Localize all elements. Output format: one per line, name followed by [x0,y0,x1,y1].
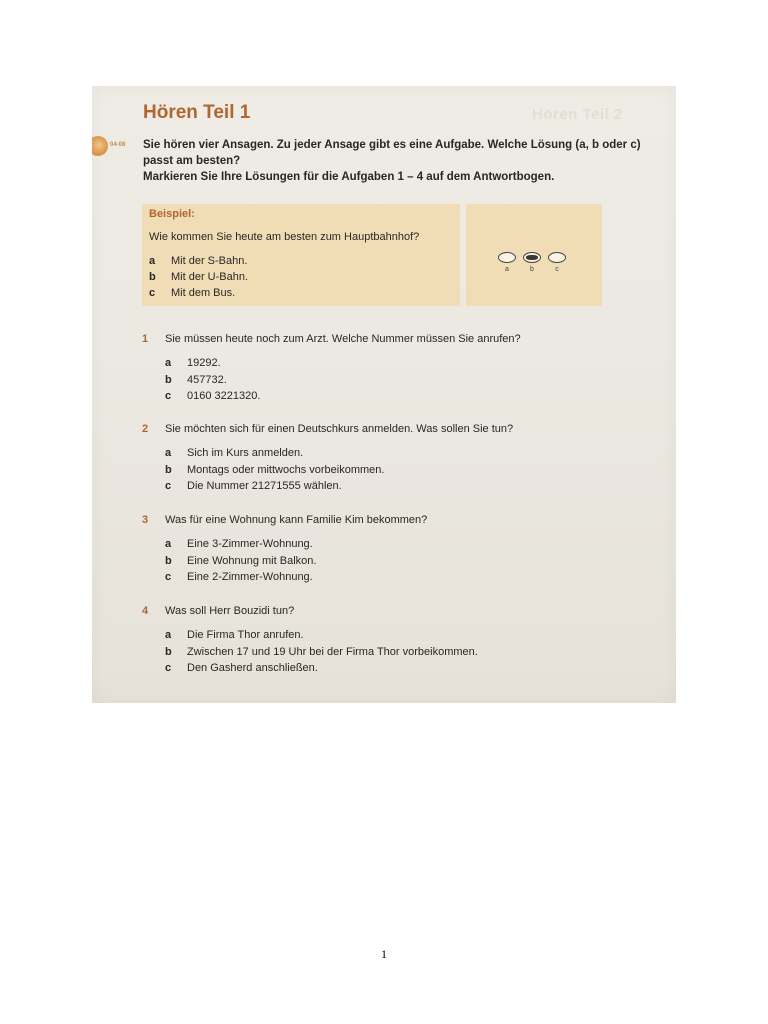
task-question: Was soll Herr Bouzidi tun? [165,605,295,617]
option-text: Montags oder mittwochs vorbeikommen. [187,463,385,476]
option-letter: a [149,255,156,267]
task-1 [142,331,642,405]
task-option-a [165,355,642,372]
task-question: Was für eine Wohnung kann Familie Kim bekommen? [165,514,428,526]
task-option-b [165,372,642,389]
task-question: Sie müssen heute noch zum Arzt. Welche Nummer müssen Sie anrufen? [165,333,521,345]
option-letter: a [165,357,172,369]
option-letter: b [149,271,156,283]
option-text: Mit der S-Bahn. [171,255,248,267]
answer-oval-a [498,252,516,263]
task-option-b [165,462,642,479]
task-options [165,627,642,677]
option-letter: c [149,287,156,299]
task-option-b [165,553,642,570]
task-options [165,355,642,405]
option-text: Mit der U-Bahn. [171,271,249,283]
option-text: Zwischen 17 und 19 Uhr bei der Firma Thor vorbeikommen. [187,645,478,658]
option-text: Die Firma Thor anrufen. [187,629,304,641]
task-options [165,445,642,495]
option-text: Den Gasherd anschließen. [187,662,318,675]
task-header [142,421,642,437]
audio-track-label: 04-08 [110,142,126,148]
instructions-line-1: Sie hören vier Ansagen. Zu jeder Ansage gibt es eine Aufgabe. Welche Lösung (a, b oder c) passt am besten? [143,139,641,167]
option-letter: a [165,447,172,459]
task-option-c [165,569,642,586]
option-text: 0160 3221320. [187,390,261,403]
option-letter: b [165,373,172,386]
option-letter: b [165,463,172,476]
instructions-line-2: Markieren Sie Ihre Lösungen für die Aufgaben 1 – 4 auf dem Antwortbogen. [143,171,555,183]
example-answer-sheet [466,204,602,306]
answer-oval-c [548,252,566,263]
task-option-c [165,660,642,677]
task-3 [142,512,642,586]
option-text: Eine 3-Zimmer-Wohnung. [187,538,313,550]
example-option-a [149,253,248,269]
example-box [142,204,460,306]
task-question: Sie möchten sich für einen Deutschkurs anmelden. Was sollen Sie tun? [165,423,514,435]
answer-oval-label-b: b [530,266,534,273]
option-letter: a [165,629,172,641]
task-option-a [165,536,642,553]
task-option-a [165,627,642,644]
task-option-b [165,644,642,661]
option-text: Mit dem Bus. [171,287,236,299]
option-text: Eine Wohnung mit Balkon. [187,554,317,567]
option-letter: c [165,390,172,403]
task-4 [142,603,642,677]
background-bleed-text: Hören Teil 2 [532,106,623,123]
example-question: Wie kommen Sie heute am besten zum Hauptbahnhof? [149,231,420,243]
option-text: Eine 2-Zimmer-Wohnung. [187,571,313,584]
answer-oval-label-c: c [555,266,559,273]
example-label: Beispiel: [149,208,195,220]
task-number: 1 [142,333,149,345]
task-2 [142,421,642,495]
example-option-b [149,269,248,285]
page-number: 1 [381,947,387,961]
task-header [142,331,642,347]
option-text: 19292. [187,357,221,369]
task-number: 4 [142,605,149,617]
answer-oval-label-a: a [505,266,509,273]
task-number: 2 [142,423,149,435]
option-letter: a [165,538,172,550]
instructions [143,137,673,185]
option-text: Sich im Kurs anmelden. [187,447,304,459]
audio-cd-icon [92,136,108,156]
answer-ovals [498,252,578,282]
answer-oval-b-filled [523,252,541,263]
task-number: 3 [142,514,149,526]
task-option-c [165,388,642,405]
task-option-a [165,445,642,462]
option-letter: c [165,662,172,675]
option-letter: b [165,554,172,567]
task-header [142,603,642,619]
section-title: Hören Teil 1 [143,102,251,123]
task-header [142,512,642,528]
example-option-c [149,285,248,301]
textbook-page-photo [92,86,676,703]
option-letter: b [165,645,172,658]
option-text: 457732. [187,373,227,386]
task-options [165,536,642,586]
option-text: Die Nummer 21271555 wählen. [187,480,342,493]
task-option-c [165,478,642,495]
option-letter: c [165,571,172,584]
example-options [149,253,248,301]
option-letter: c [165,480,172,493]
